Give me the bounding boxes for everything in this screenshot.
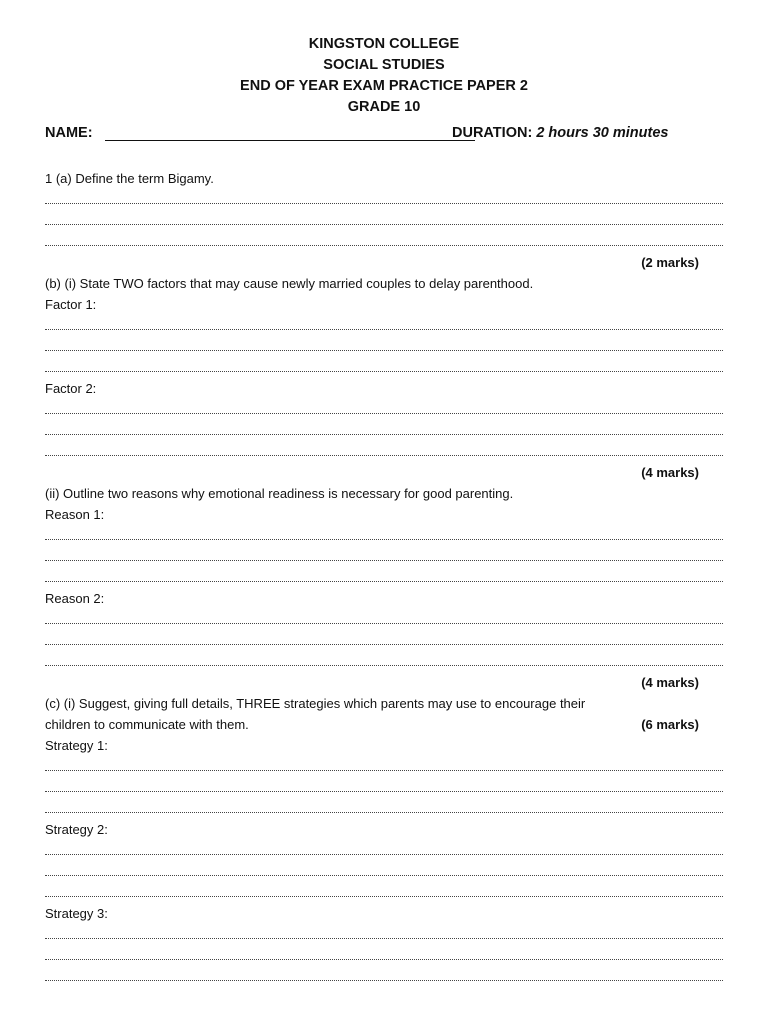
answer-line	[45, 399, 723, 420]
answer-dotted-line[interactable]	[45, 546, 723, 561]
answer-dotted-line[interactable]	[45, 651, 723, 666]
answer-line	[45, 441, 723, 462]
answer-dotted-line[interactable]	[45, 630, 723, 645]
question-1c-i-line2	[45, 714, 723, 735]
answer-dotted-line[interactable]	[45, 861, 723, 876]
answer-dotted-line[interactable]	[45, 798, 723, 813]
answer-line	[45, 651, 723, 672]
question-1a: 1 (a) Define the term Bigamy.	[45, 171, 214, 186]
answer-line	[45, 609, 723, 630]
answer-dotted-line[interactable]	[45, 945, 723, 960]
answer-line	[45, 567, 723, 588]
answer-dotted-line[interactable]	[45, 525, 723, 540]
name-label: NAME:	[45, 125, 93, 141]
answer-line	[45, 420, 723, 441]
name-duration-row	[45, 125, 725, 147]
answer-dotted-line[interactable]	[45, 840, 723, 855]
answer-line	[45, 189, 723, 210]
document-header	[0, 34, 768, 118]
strategy-2-label: Strategy 2:	[45, 822, 108, 837]
answer-line	[45, 840, 723, 861]
answer-line	[45, 756, 723, 777]
question-1b-i: (b) (i) State TWO factors that may cause newly married couples to delay parenthood.	[45, 276, 534, 291]
answer-dotted-line[interactable]	[45, 777, 723, 792]
answer-dotted-line[interactable]	[45, 399, 723, 414]
marks-label: (4 marks)	[641, 675, 699, 690]
factor-2-label: Factor 2:	[45, 381, 97, 396]
duration	[452, 125, 668, 141]
answer-dotted-line[interactable]	[45, 609, 723, 624]
answer-dotted-line[interactable]	[45, 924, 723, 939]
duration-value: 2 hours 30 minutes	[536, 125, 669, 141]
answer-dotted-line[interactable]	[45, 756, 723, 771]
answer-line	[45, 315, 723, 336]
reason-1-label: Reason 1:	[45, 507, 105, 522]
answer-dotted-line[interactable]	[45, 441, 723, 456]
answer-line	[45, 357, 723, 378]
marks-label: (2 marks)	[641, 255, 699, 270]
answer-dotted-line[interactable]	[45, 189, 723, 204]
answer-dotted-line[interactable]	[45, 357, 723, 372]
answer-line	[45, 945, 723, 966]
reason-2-label: Reason 2:	[45, 591, 105, 606]
questions	[45, 168, 723, 987]
answer-dotted-line[interactable]	[45, 210, 723, 225]
question-1b-ii: (ii) Outline two reasons why emotional readiness is necessary for good parenting.	[45, 486, 514, 501]
exam-title: END OF YEAR EXAM PRACTICE PAPER 2	[240, 78, 528, 94]
answer-line	[45, 924, 723, 945]
name-blank-line[interactable]	[105, 140, 475, 141]
answer-dotted-line[interactable]	[45, 315, 723, 330]
strategy-3-label: Strategy 3:	[45, 906, 108, 921]
marks-label: (6 marks)	[641, 717, 699, 732]
answer-dotted-line[interactable]	[45, 336, 723, 351]
subject-title: SOCIAL STUDIES	[323, 57, 445, 73]
answer-dotted-line[interactable]	[45, 231, 723, 246]
answer-dotted-line[interactable]	[45, 882, 723, 897]
answer-line	[45, 882, 723, 903]
answer-line	[45, 630, 723, 651]
school-name: KINGSTON COLLEGE	[308, 36, 460, 52]
answer-line	[45, 546, 723, 567]
answer-line	[45, 861, 723, 882]
answer-dotted-line[interactable]	[45, 567, 723, 582]
factor-1-label: Factor 1:	[45, 297, 97, 312]
answer-dotted-line[interactable]	[45, 966, 723, 981]
answer-line	[45, 777, 723, 798]
answer-line	[45, 336, 723, 357]
answer-line	[45, 210, 723, 231]
duration-label: DURATION:	[452, 125, 533, 141]
answer-line	[45, 966, 723, 987]
marks-label: (4 marks)	[641, 465, 699, 480]
answer-dotted-line[interactable]	[45, 420, 723, 435]
question-1c-i-line1: (c) (i) Suggest, giving full details, THREE strategies which parents may use to encourage their	[45, 696, 586, 711]
answer-line	[45, 231, 723, 252]
answer-line	[45, 525, 723, 546]
strategy-1-label: Strategy 1:	[45, 738, 108, 753]
question-1c-i-text: children to communicate with them.	[45, 717, 249, 732]
grade-level: GRADE 10	[347, 99, 421, 115]
answer-line	[45, 798, 723, 819]
